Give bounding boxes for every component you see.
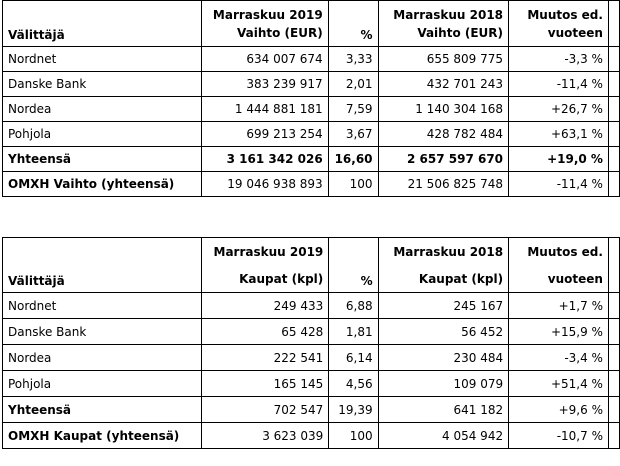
market-total-row <box>3 423 620 449</box>
broker-cell: Pohjola <box>3 371 202 397</box>
previous-year-cell: 428 782 484 <box>378 122 508 147</box>
change-cell: -3,3 % <box>509 47 609 72</box>
previous-year-cell: 245 167 <box>378 293 508 319</box>
share-cell: 19,39 <box>329 397 378 423</box>
spacer-cell <box>608 97 619 122</box>
trades-table <box>2 237 620 449</box>
share-cell: 4,56 <box>329 371 378 397</box>
current-month-header <box>202 238 329 293</box>
previous-year-cell: 4 054 942 <box>378 423 508 449</box>
broker-header: Välittäjä <box>3 238 202 293</box>
current-month-cell: 3 161 342 026 <box>201 147 328 172</box>
share-cell: 1,81 <box>329 319 378 345</box>
current-month-cell: 249 433 <box>202 293 329 319</box>
broker-cell: Yhteensä <box>3 147 202 172</box>
broker-header: Välittäjä <box>3 1 202 47</box>
previous-year-cell: 56 452 <box>378 319 508 345</box>
spacer-cell <box>608 319 619 345</box>
current-month-cell: 19 046 938 893 <box>201 172 328 197</box>
spacer-cell <box>608 371 619 397</box>
previous-year-cell: 641 182 <box>378 397 508 423</box>
previous-year-header-line2: Kaupat (kpl) <box>418 272 504 286</box>
table-row <box>3 371 620 397</box>
broker-cell: Nordnet <box>3 47 202 72</box>
share-cell: 3,67 <box>328 122 378 147</box>
broker-cell: Yhteensä <box>3 397 202 423</box>
current-month-cell: 702 547 <box>202 397 329 423</box>
turnover-table <box>2 0 620 197</box>
spacer-cell <box>608 147 619 172</box>
change-header <box>509 1 609 47</box>
current-month-cell: 383 239 917 <box>201 72 328 97</box>
share-cell: 100 <box>328 172 378 197</box>
change-cell: +1,7 % <box>509 293 609 319</box>
current-month-header-line2: Kaupat (kpl) <box>239 272 324 286</box>
current-month-header <box>201 1 328 47</box>
change-cell: -11,4 % <box>509 172 609 197</box>
broker-cell: Danske Bank <box>3 319 202 345</box>
share-cell: 2,01 <box>328 72 378 97</box>
previous-year-cell: 432 701 243 <box>378 72 508 97</box>
spacer-cell <box>608 72 619 97</box>
share-cell: 16,60 <box>328 147 378 172</box>
spacer-cell <box>608 238 619 293</box>
change-header-line2: vuoteen <box>547 272 603 286</box>
change-cell: -3,4 % <box>509 345 609 371</box>
change-cell: +9,6 % <box>509 397 609 423</box>
broker-cell: Pohjola <box>3 122 202 147</box>
total-row <box>3 147 620 172</box>
spacer-cell <box>608 293 619 319</box>
table-row <box>3 97 620 122</box>
current-month-cell: 634 007 674 <box>201 47 328 72</box>
previous-year-header <box>378 1 508 47</box>
spacer-cell <box>608 423 619 449</box>
share-header: % <box>328 1 378 47</box>
spacer-cell <box>608 1 619 47</box>
share-cell: 6,88 <box>329 293 378 319</box>
table-row <box>3 345 620 371</box>
previous-year-cell: 655 809 775 <box>378 47 508 72</box>
share-header: % <box>329 238 378 293</box>
current-month-cell: 3 623 039 <box>202 423 329 449</box>
spacer-cell <box>608 397 619 423</box>
share-cell: 6,14 <box>329 345 378 371</box>
share-cell: 100 <box>329 423 378 449</box>
change-cell: -11,4 % <box>509 72 609 97</box>
previous-year-header-line2: Vaihto (EUR) <box>417 26 504 40</box>
previous-year-cell: 1 140 304 168 <box>378 97 508 122</box>
change-cell: +63,1 % <box>509 122 609 147</box>
current-month-header-line1: Marraskuu 2019 <box>212 8 323 22</box>
broker-cell: Nordea <box>3 97 202 122</box>
change-cell: +19,0 % <box>509 147 609 172</box>
broker-cell: Danske Bank <box>3 72 202 97</box>
table-row <box>3 319 620 345</box>
spacer-cell <box>608 47 619 72</box>
spacer-cell <box>608 345 619 371</box>
previous-year-cell: 21 506 825 748 <box>378 172 508 197</box>
table-header-row <box>3 1 620 47</box>
change-cell: +26,7 % <box>509 97 609 122</box>
previous-year-header-line1: Marraskuu 2018 <box>393 8 504 22</box>
change-header-line1: Muutos ed. <box>527 8 603 22</box>
table-row <box>3 47 620 72</box>
current-month-header-line1: Marraskuu 2019 <box>213 245 324 259</box>
spacer-cell <box>608 172 619 197</box>
broker-cell: Nordnet <box>3 293 202 319</box>
total-row <box>3 397 620 423</box>
spacer-cell <box>608 122 619 147</box>
change-header-line2: vuoteen <box>547 26 603 40</box>
current-month-cell: 65 428 <box>202 319 329 345</box>
share-cell: 3,33 <box>328 47 378 72</box>
current-month-cell: 222 541 <box>202 345 329 371</box>
previous-year-cell: 2 657 597 670 <box>378 147 508 172</box>
change-header-line1: Muutos ed. <box>527 245 603 259</box>
previous-year-cell: 109 079 <box>378 371 508 397</box>
change-cell: +51,4 % <box>509 371 609 397</box>
current-month-cell: 699 213 254 <box>201 122 328 147</box>
previous-year-cell: 230 484 <box>378 345 508 371</box>
change-header <box>509 238 609 293</box>
table-header-row <box>3 238 620 293</box>
share-cell: 7,59 <box>328 97 378 122</box>
current-month-cell: 1 444 881 181 <box>201 97 328 122</box>
previous-year-header-line1: Marraskuu 2018 <box>393 245 504 259</box>
current-month-header-line2: Vaihto (EUR) <box>236 26 323 40</box>
broker-cell: Nordea <box>3 345 202 371</box>
broker-cell: OMXH Kaupat (yhteensä) <box>3 423 202 449</box>
change-cell: -10,7 % <box>509 423 609 449</box>
market-total-row <box>3 172 620 197</box>
change-cell: +15,9 % <box>509 319 609 345</box>
broker-cell: OMXH Vaihto (yhteensä) <box>3 172 202 197</box>
previous-year-header <box>378 238 508 293</box>
table-row <box>3 122 620 147</box>
table-row <box>3 293 620 319</box>
current-month-cell: 165 145 <box>202 371 329 397</box>
table-row <box>3 72 620 97</box>
